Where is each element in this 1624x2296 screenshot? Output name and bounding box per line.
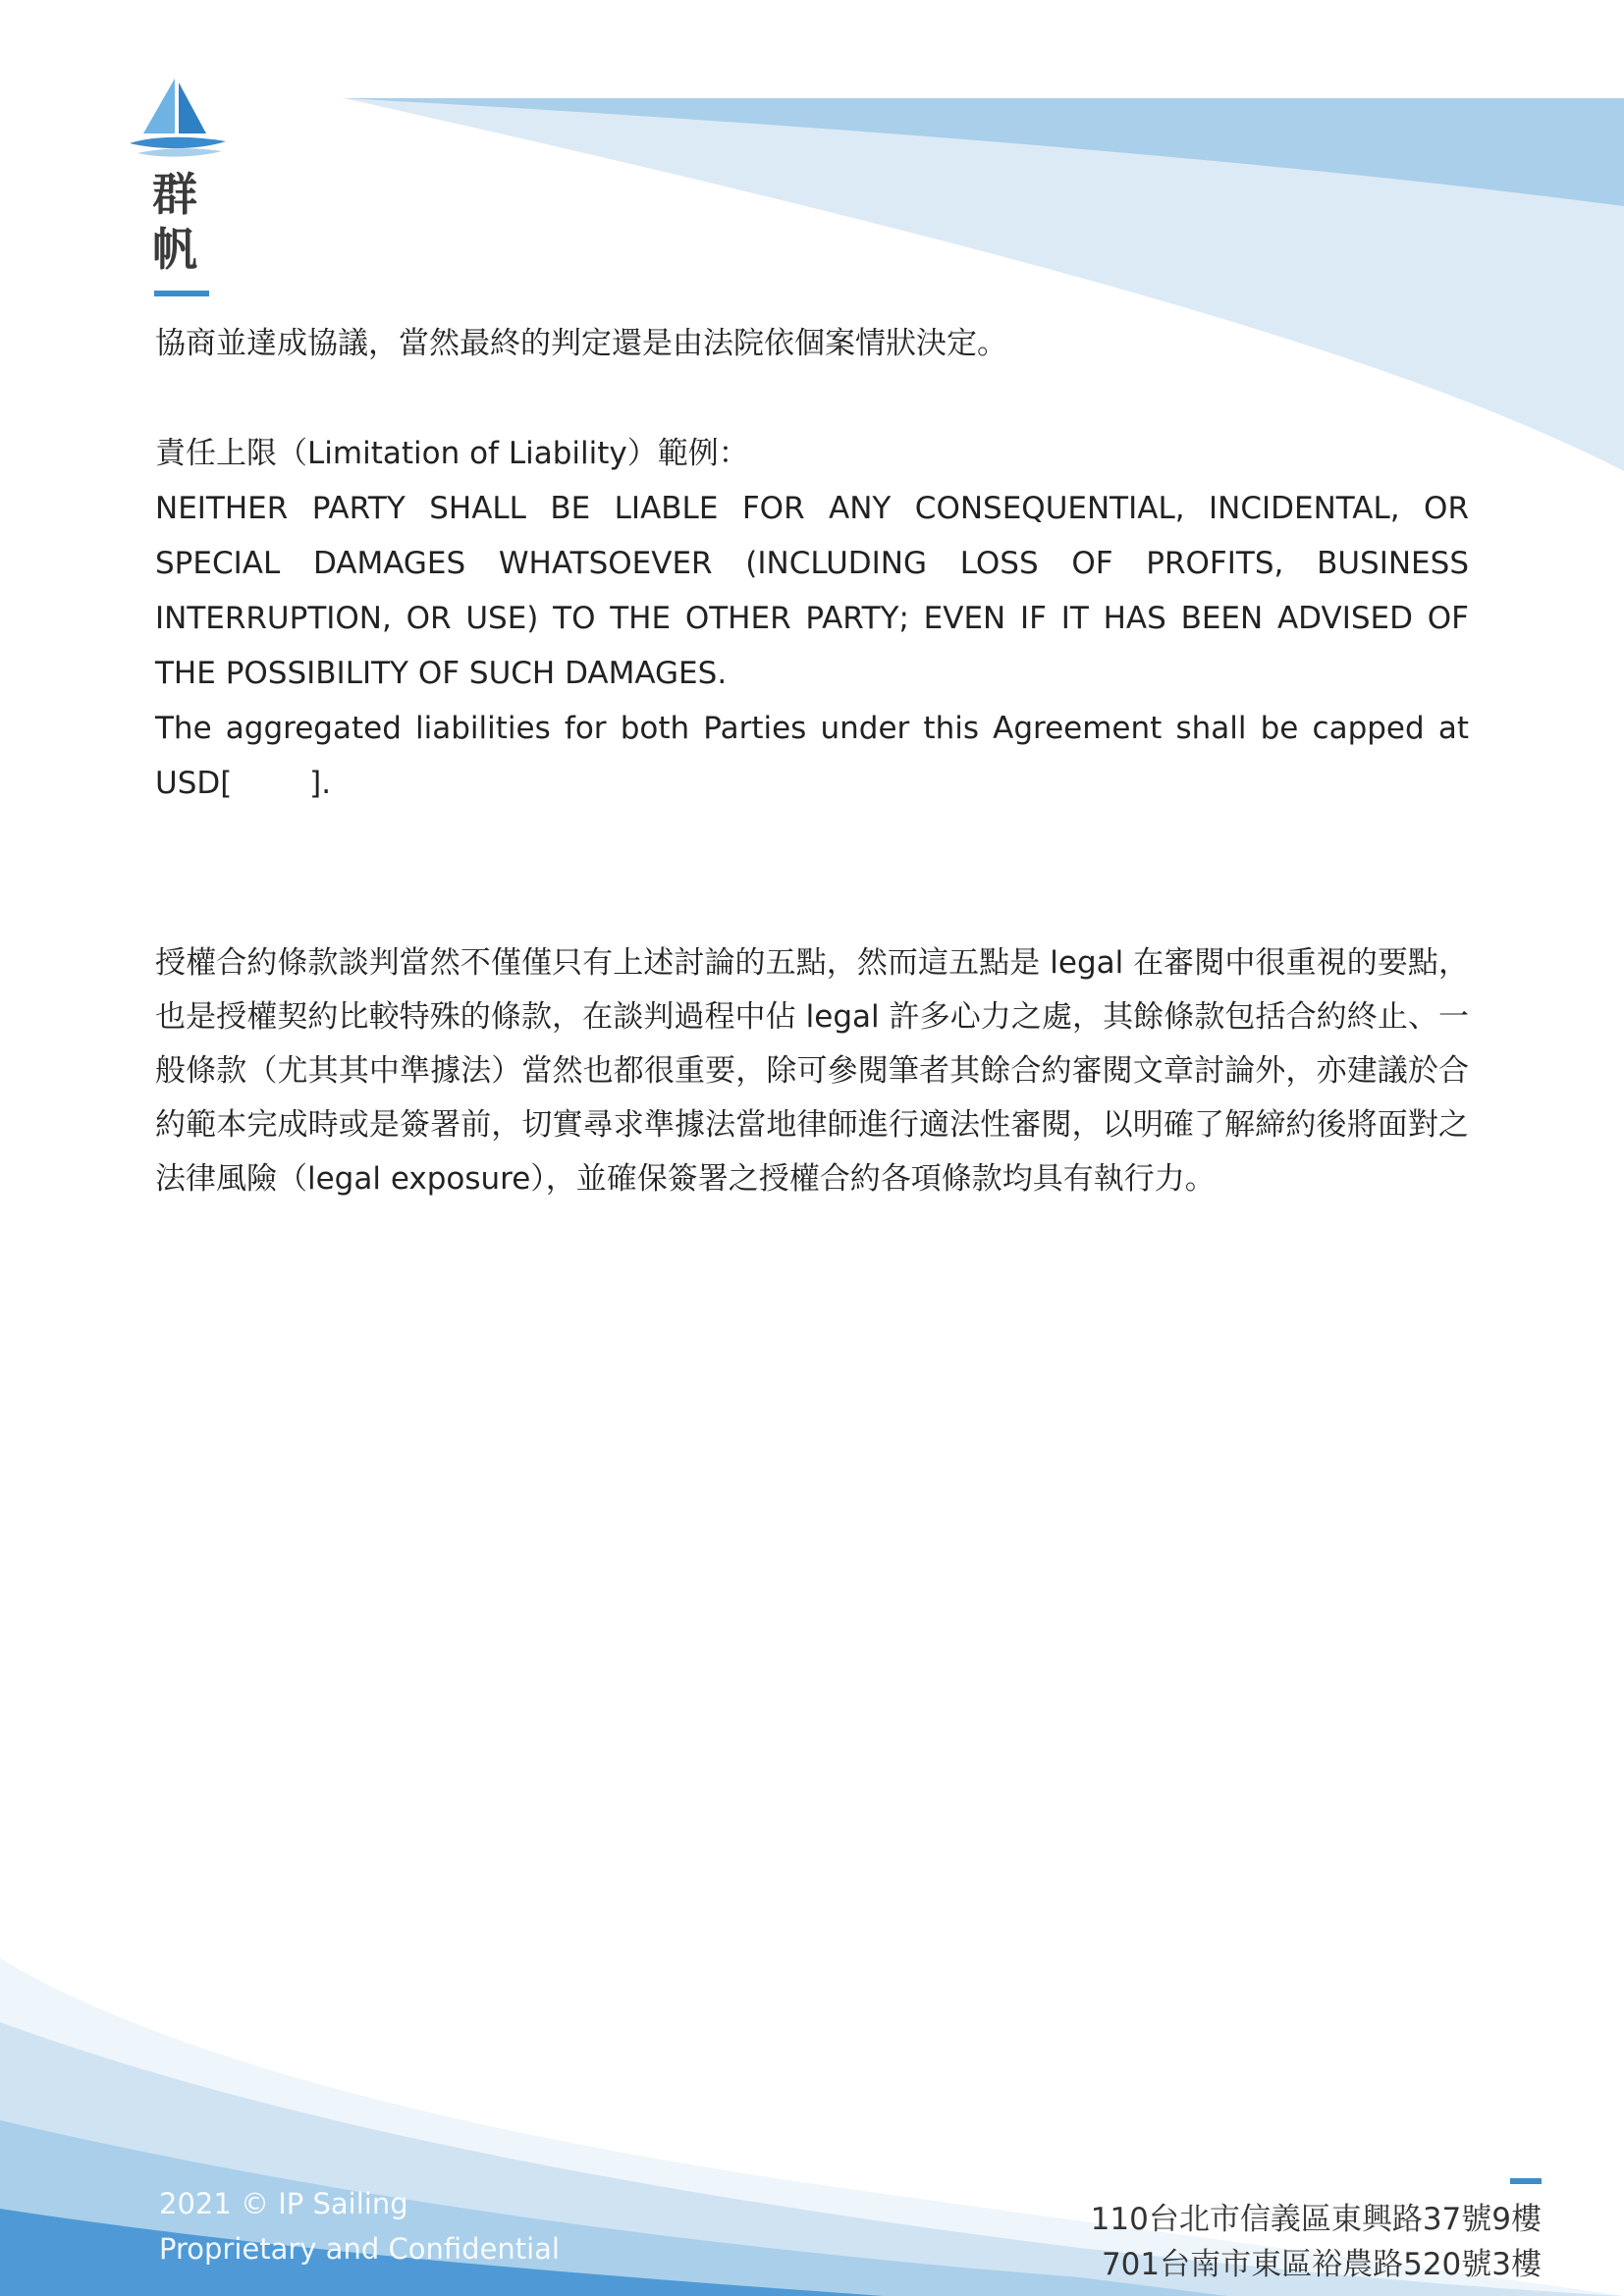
intro-paragraph: 協商並達成協議，當然最終的判定還是由法院依個案情狀決定。 [155,326,1007,361]
brand-underline [154,291,209,296]
address-tainan: 701台南市東區裕農路520號3樓 [1101,2247,1542,2282]
address-taipei: 110台北市信義區東興路37號9樓 [1090,2202,1542,2237]
document-body [155,316,1469,1206]
brand-char-2: 帆 [152,223,197,276]
sailboat-logo [124,73,232,161]
liability-cap-clause: The aggregated liabilities for both Parties under this Agreement shall be capped at USD[ ]. [155,711,1469,801]
liability-heading: 責任上限（Limitation of Liability）範例： [155,436,749,471]
footer-address-block [1091,2197,1542,2287]
footer-accent-bar [1510,2178,1542,2184]
confidential-text: Proprietary and Confidential [159,2232,560,2266]
sailboat-icon [124,73,232,161]
copyright-text: 2021 © IP Sailing [159,2187,408,2220]
brand-wordmark [152,167,211,277]
consequential-damages-clause: NEITHER PARTY SHALL BE LIABLE FOR ANY CONSEQUENTIAL, INCIDENTAL, OR SPECIAL DAMAGES WHATSOEVER (INCLUDING LOSS OF PROFITS, BUSINESS INTERRUPTION, OR USE) TO THE OTHER PARTY; EVEN IF IT HAS BEEN ADVISED OF THE POSSIBILITY OF SUCH DAMAGES. [155,491,1469,691]
closing-paragraph: 授權合約條款談判當然不僅僅只有上述討論的五點，然而這五點是 legal 在審閱中很重視的要點，也是授權契約比較特殊的條款，在談判過程中佔 legal 許多心力之處，其餘條款包括合約終止、一般條款（尤其其中準據法）當然也都很重要，除可參閱筆者其餘合約審閱文章討論外，亦建議於合約範本完成時或是簽署前，切實尋求準據法當地律師進行適法性審閱，以明確了解締約後將面對之法律風險（legal exposure），並確保簽署之授權合約各項條款均具有執行力。 [155,945,1469,1197]
brand-char-1: 群 [152,168,197,221]
footer-copyright-block [159,2181,560,2271]
